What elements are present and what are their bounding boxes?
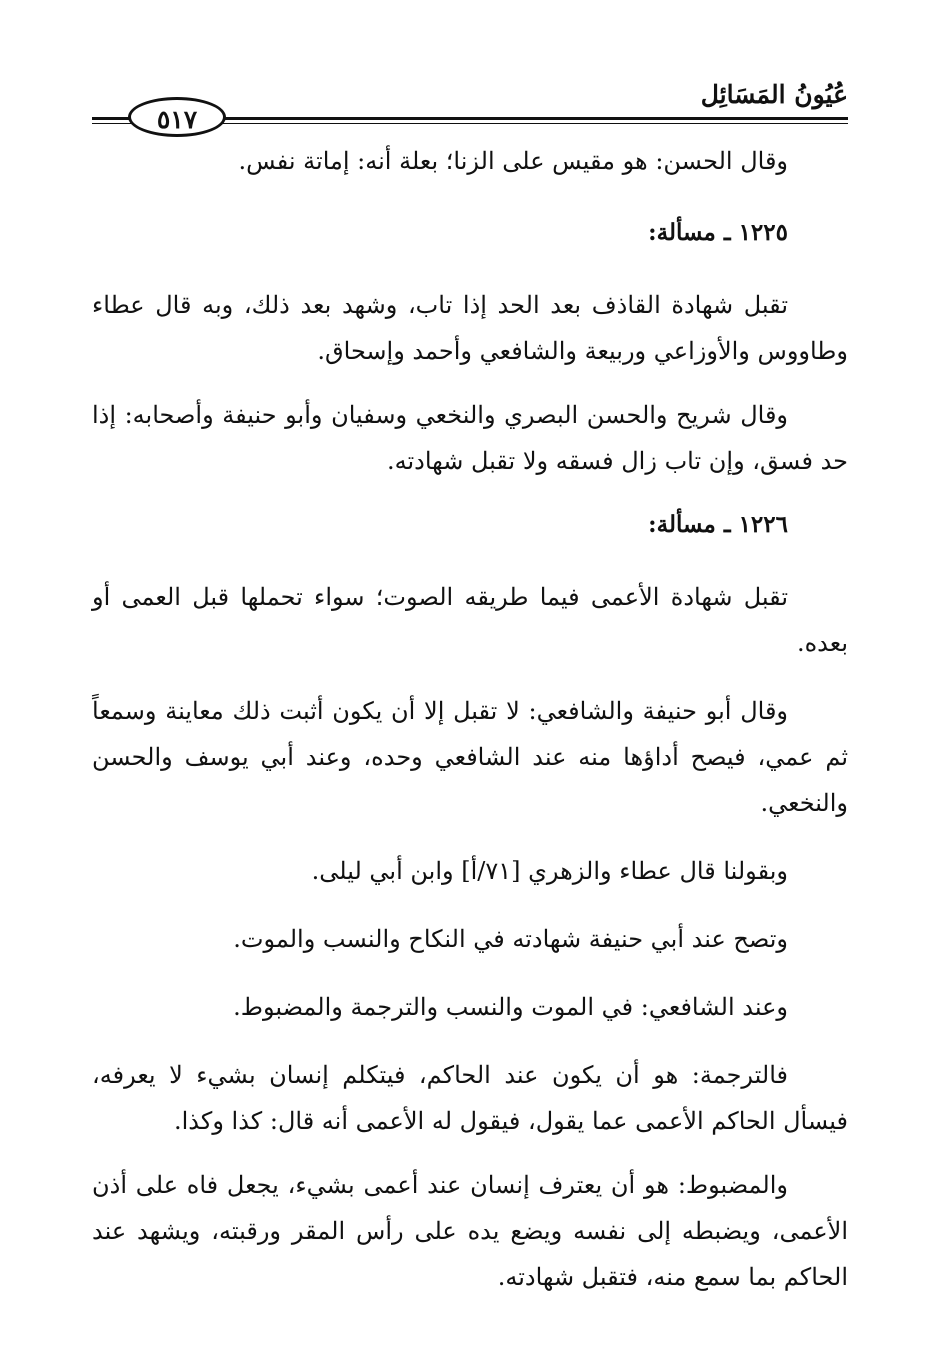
paragraph-shafii-cases: وعند الشافعي: في الموت والنسب والترجمة والمضبوط.: [233, 993, 788, 1021]
page-content: [92, 138, 848, 1300]
paragraph-hasan-opinion: وقال الحسن: هو مقيس على الزنا؛ بعلة أنه: إماتة نفس.: [238, 147, 788, 175]
paragraph-blind-testimony: تقبل شهادة الأعمى فيما طريقه الصوت؛ سواء تحملها قبل العمى أو بعده.: [92, 583, 848, 657]
paragraph-slanderer-testimony: تقبل شهادة القاذف بعد الحد إذا تاب، وشهد بعد ذلك، وبه قال عطاء وطاووس والأوزاعي وربيعة والشافعي وأحمد وإسحاق.: [92, 291, 848, 365]
paragraph-ata-zuhri: وبقولنا قال عطاء والزهري [٧١/أ] وابن أبي ليلى.: [311, 857, 788, 885]
paragraph-shurayh-opinion: وقال شريح والحسن البصري والنخعي وسفيان وأبو حنيفة وأصحابه: إذا حد فسق، وإن تاب زال فسقه ولا تقبل شهادته.: [92, 401, 848, 475]
paragraph-abu-hanifa-shafii: وقال أبو حنيفة والشافعي: لا تقبل إلا أن يكون أثبت ذلك معاينة وسمعاً ثم عمي، فيصح أداؤها منه عند الشافعي وحده، وعند أبي يوسف والحسن والنخعي.: [92, 697, 848, 817]
issue-heading-1225: ١٢٢٥ ـ مسألة:: [648, 219, 788, 246]
book-title: عُيُونُ المَسَائِل: [700, 80, 848, 109]
page-header: [92, 76, 848, 136]
issue-heading-1226: ١٢٢٦ ـ مسألة:: [648, 511, 788, 538]
paragraph-madbut-definition: والمضبوط: هو أن يعترف إنسان عند أعمى بشيء، يجعل فاه على أذن الأعمى، ويضبطه إلى نفسه ويضع يده على رأس المقر ورقبته، ويشهد عند الحاكم بما سمع منه، فتقبل شهادته.: [92, 1171, 848, 1291]
paragraph-abu-hanifa-cases: وتصح عند أبي حنيفة شهادته في النكاح والنسب والموت.: [233, 925, 788, 953]
page-number: ٥١٧: [128, 97, 226, 137]
paragraph-translation-definition: فالترجمة: هو أن يكون عند الحاكم، فيتكلم إنسان بشيء لا يعرفه، فيسأل الحاكم الأعمى عما يقول، فيقول له الأعمى أنه قال: كذا وكذا.: [92, 1061, 848, 1135]
